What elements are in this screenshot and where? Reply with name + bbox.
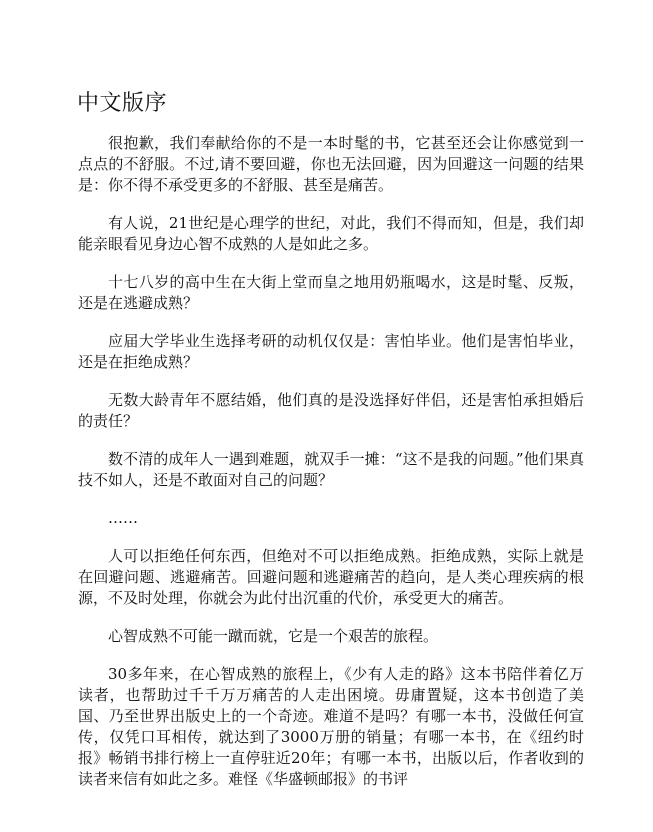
paragraph-2: 有人说，21世纪是心理学的世纪，对此，我们不得而知，但是，我们却能亲眼看见身边心智不成熟的人是如此之多。 [78,214,584,253]
preface-body [78,133,584,807]
paragraph-4: 应届大学毕业生选择考研的动机仅仅是：害怕毕业。他们是害怕毕业，还是在拒绝成熟？ [78,332,584,371]
page-title: 中文版序 [77,91,168,116]
paragraph-5: 无数大龄青年不愿结婚，他们真的是没选择好伴侣，还是害怕承担婚后的责任？ [78,391,584,430]
paragraph-3: 十七八岁的高中生在大街上堂而皇之地用奶瓶喝水，这是时髦、反叛，还是在逃避成熟？ [78,273,584,312]
ellipsis-paragraph: …… [108,509,138,527]
paragraph-8: 人可以拒绝任何东西，但绝对不可以拒绝成熟。拒绝成熟，实际上就是在回避问题、逃避痛苦。回避问题和逃避痛苦的趋向，是人类心理疾病的根源，不及时处理，你就会为此付出沉重的代价，承受更大的痛苦。 [78,547,584,607]
paragraph-1: 很抱歉，我们奉献给你的不是一本时髦的书，它甚至还会让你感觉到一点点的不舒服。不过,请不要回避，你也无法回避，因为回避这一问题的结果是：你不得不承受更多的不舒服、甚至是痛苦。 [78,134,584,194]
paragraph-6: 数不清的成年人一遇到难题，就双手一摊：“这不是我的问题。”他们果真技不如人，还是不敢面对自己的问题？ [78,450,584,489]
paragraph-10: 30多年来，在心智成熟的旅程上，《少有人走的路》这本书陪伴着亿万读者，也帮助过千千万万痛苦的人走出困境。毋庸置疑，这本书创造了美国、乃至世界出版史上的一个奇迹。难道不是吗？有哪一本书，没做任何宣传，仅凭口耳相传，就达到了3000万册的销量；有哪一本书，在《纽约时报》畅销书排行榜上一直停驻近20年；有哪一本书，出版以后，作者收到的读者来信有如此之多。难怪《华盛顿邮报》的书评 [78,665,584,788]
paragraph-9: 心智成熟不可能一蹴而就，它是一个艰苦的旅程。 [108,627,439,645]
